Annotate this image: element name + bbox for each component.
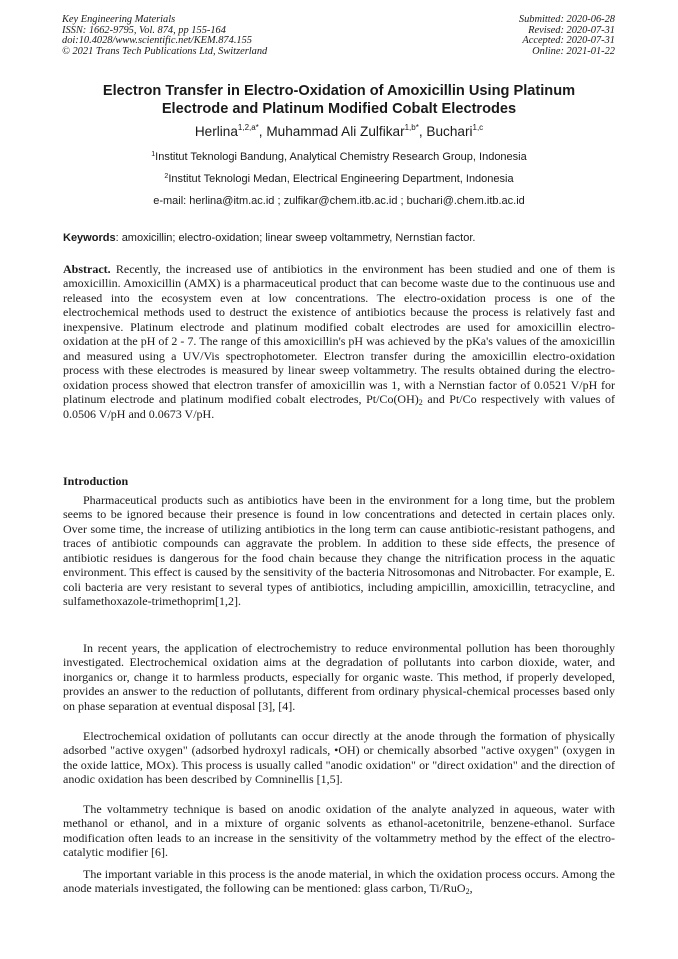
affiliation-1 bbox=[0, 150, 678, 164]
journal-issn: ISSN: 1662-9795, Vol. 874, pp 155-164 bbox=[62, 24, 226, 36]
affiliation-marker: 1 bbox=[151, 151, 156, 158]
affiliation-2 bbox=[0, 172, 678, 186]
author-affiliation-marker: 1,2,a* bbox=[237, 123, 259, 132]
paper-title bbox=[40, 82, 638, 118]
abstract-label: Abstract. bbox=[63, 262, 111, 276]
affiliation-text: Institut Teknologi Medan, Electrical Engineering Department, Indonesia bbox=[168, 173, 514, 185]
title-line-1: Electron Transfer in Electro-Oxidation of Amoxicillin Using Platinum bbox=[102, 83, 576, 99]
author-name: Buchari bbox=[426, 124, 473, 139]
journal-doi[interactable]: doi:10.4028/www.scientific.net/KEM.874.155 bbox=[62, 35, 252, 47]
online-date: Online: 2021-01-22 bbox=[532, 45, 615, 57]
author-separator: , bbox=[258, 124, 267, 139]
keywords-label: Keywords bbox=[63, 232, 116, 244]
author-name: Herlina bbox=[194, 124, 238, 139]
copyright-line: © 2021 Trans Tech Publications Ltd, Switzerland bbox=[62, 45, 268, 57]
intro-paragraph-5-text: The important variable in this process is the anode material, in which the oxidation process occurs. Among the anode materials investigated, the following can be mentioned: glass carbon, Ti/RuO bbox=[63, 867, 615, 896]
affiliation-marker: 2 bbox=[164, 173, 169, 180]
author-name: Muhammad Ali Zulfikar bbox=[266, 124, 405, 139]
author-affiliation-marker: 1,c bbox=[472, 123, 484, 132]
revised-date: Revised: 2020-07-31 bbox=[528, 24, 615, 36]
intro-paragraph-2: In recent years, the application of electrochemistry to reduce environmental pollution has been thoroughly investigated. Electrochemical oxidation aims at the degradation of pollutants into carbon dioxide, water, and inorganics or, change it to harmless products, especially for organic waste. This method, if properly developed, provides an answer to the reduction of pollutants, different from ordinary physical-chemical processes based only on phase separation at eventual disposal [3], [4]. bbox=[63, 641, 615, 713]
journal-info bbox=[62, 15, 267, 57]
title-line-2: Electrode and Platinum Modified Cobalt Electrodes bbox=[161, 101, 517, 117]
publication-dates bbox=[519, 15, 615, 57]
abstract bbox=[63, 262, 615, 421]
intro-paragraph-5-end: , bbox=[469, 881, 473, 896]
submitted-date: Submitted: 2020-06-28 bbox=[518, 14, 615, 25]
author-emails[interactable]: e-mail: herlina@itm.ac.id ; zulfikar@chem.itb.ac.id ; buchari@.chem.itb.ac.id bbox=[153, 195, 525, 207]
intro-paragraph-4: The voltammetry technique is based on anodic oxidation of the analyte analyzed in aqueous, water with methanol or ethanol, and in a mixture of organic solvents as ethanol-acetonitrile, benzene-ethanol. Surface modification often leads to an increase in the sensitivity of the voltammetry method by the effect of the electro-catalytic modifier [6]. bbox=[63, 802, 615, 860]
keywords-text: : amoxicillin; electro-oxidation; linear sweep voltammetry, Nernstian factor. bbox=[115, 232, 476, 244]
author-affiliation-marker: 1,b* bbox=[404, 123, 419, 132]
abstract-text: Recently, the increased use of antibiotics in the environment has been studied and one of them is amoxicillin. Amoxicillin (AMX) is a pharmaceutical product that can become waste due to the continuous use and released into the ecosystem even at low concentrations. The electro-oxidation process is one of the electrochemical methods used to destruct the existence of antibiotics because the process is relatively fast and inexpensive. Platinum electrode and platinum modified cobalt electrodes are used for amoxicillin electro-oxidation at the pH of 2 - 7. The range of this amoxicillin's pH was achieved by the pKa's values of the amoxicillin and measured using a UV/Vis spectrophotometer. Electron transfer during the amoxicillin electro-oxidation process with these electrodes is measured by linear sweep voltammetry. The results obtained during the electro-oxidation process showed that electron transfer of amoxicillin was 1, with a Nernstian factor of 0.0521 V/pH for platinum electrode and platinum modified cobalt electrodes, Pt/Co(OH) bbox=[63, 262, 615, 407]
journal-name: Key Engineering Materials bbox=[62, 14, 176, 25]
keywords bbox=[63, 231, 618, 245]
author-list bbox=[0, 123, 678, 141]
intro-paragraph-1: Pharmaceutical products such as antibiotics have been in the environment for a long time, but the problem seems to be ignored because their presence is found in low concentrations and detected in certain places only. Over some time, the increase of utilizing antibiotics in the long term can cause antibiotic-resistant pathogens, and traces of antibiotic compounds can aggravate the problem. In addition to these side effects, the presence of antibiotic residues is dangerous for the food chain because they change the nitrification process in the aquatic environment. This effect is caused by the sensitivity of the bacteria Nitrosomonas and Nitrobacter. For example, E. coli bacteria are very resistant to several types of antibiotics, including ampicillin, amoxicillin, tetracycline, and sulfamethoxazole-trimethoprim[1,2]. bbox=[63, 493, 615, 609]
affiliation-text: Institut Teknologi Bandung, Analytical Chemistry Research Group, Indonesia bbox=[155, 151, 527, 163]
author-separator: , bbox=[418, 124, 427, 139]
intro-paragraph-5-subscript: 2 bbox=[465, 887, 470, 897]
introduction-heading: Introduction bbox=[63, 474, 129, 488]
accepted-date: Accepted: 2020-07-31 bbox=[522, 35, 615, 47]
abstract-text-end: and Pt/Co respectively with values of 0.0506 V/pH and 0.0673 V/pH. bbox=[63, 392, 615, 421]
intro-paragraph-5 bbox=[63, 867, 615, 896]
abstract-subscript: 2 bbox=[418, 398, 423, 408]
intro-paragraph-3: Electrochemical oxidation of pollutants can occur directly at the anode through the formation of physically adsorbed "active oxygen" (adsorbed hydroxyl radicals, •OH) or chemically absorbed "active oxygen" (oxygen in the oxide lattice, MOx). This process is usually called "anodic oxidation" or "direct oxidation" and the direction of anodic oxidation has been described by Comninellis [1,5]. bbox=[63, 729, 615, 787]
